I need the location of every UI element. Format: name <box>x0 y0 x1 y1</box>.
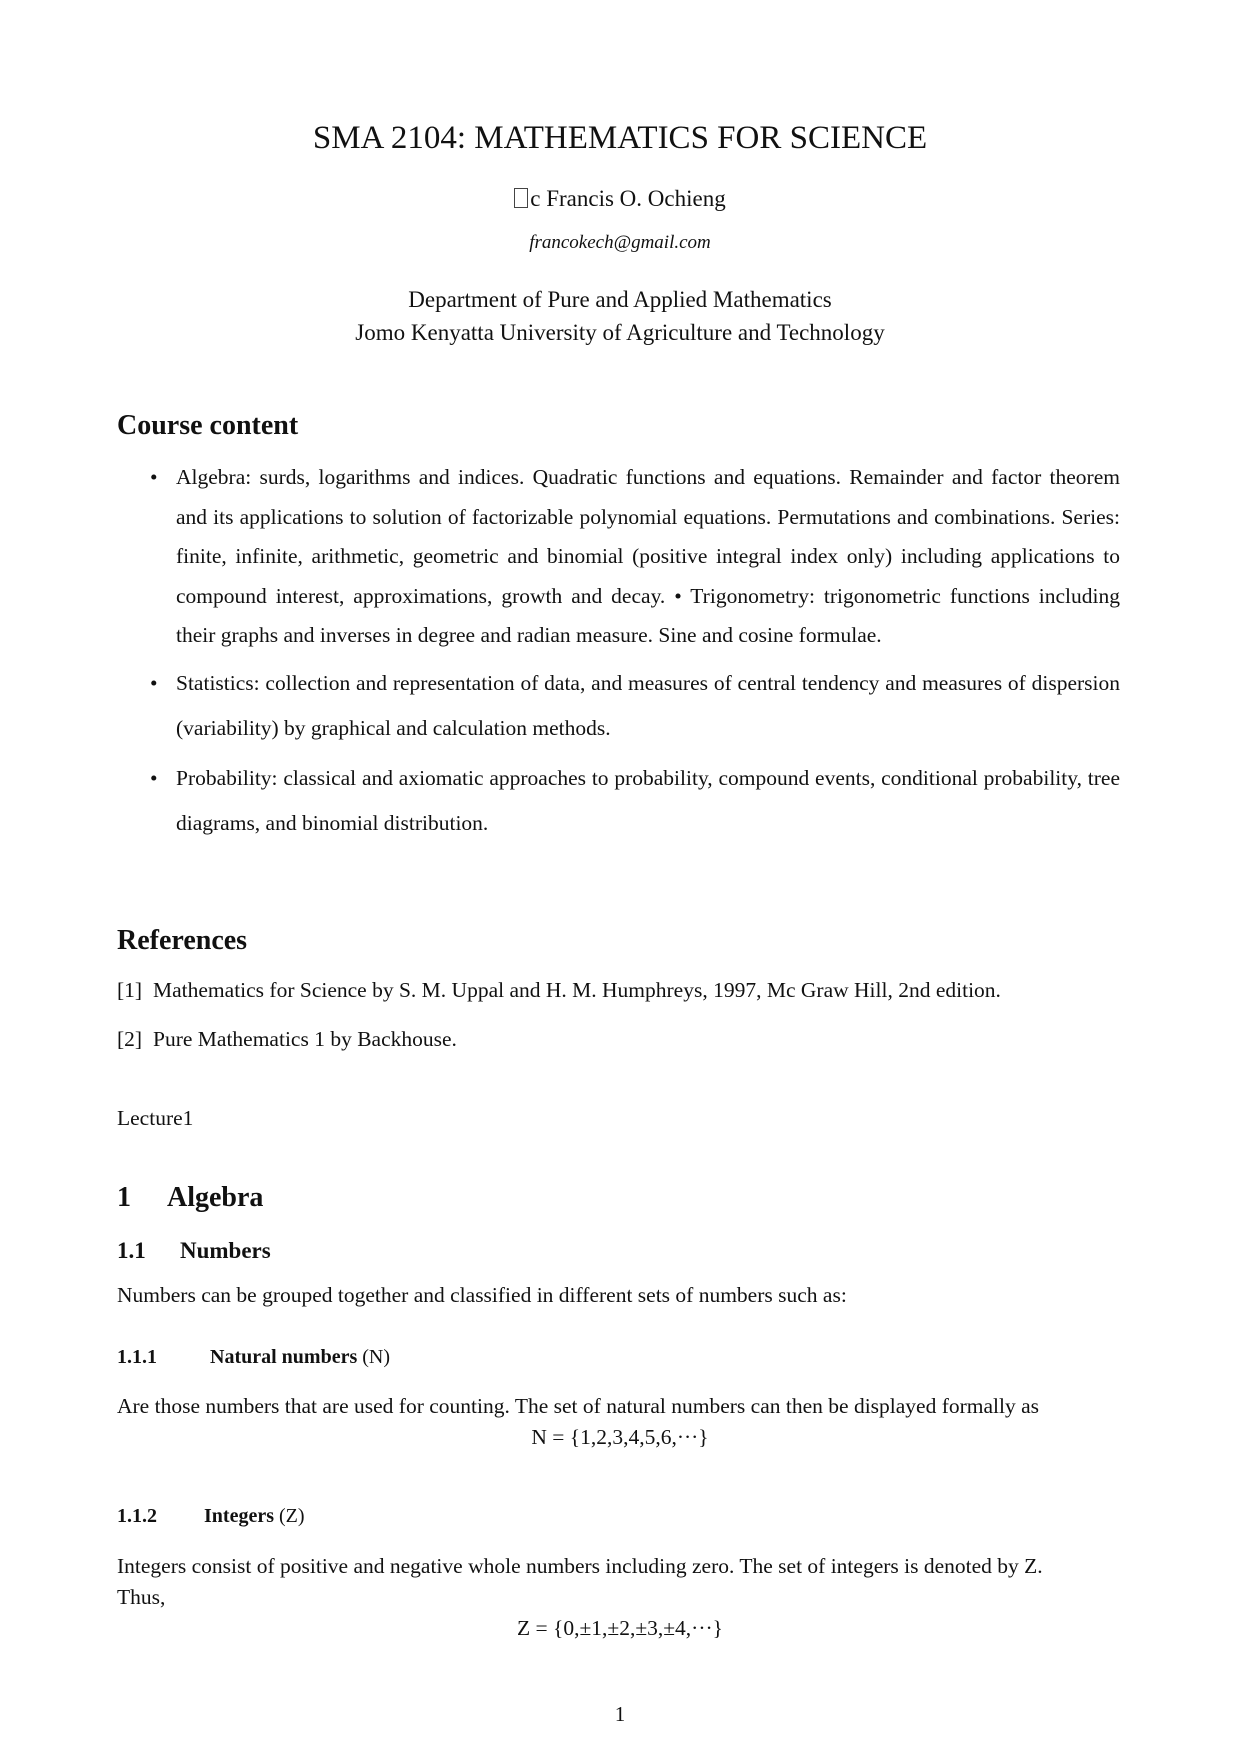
references-heading: References <box>117 925 248 956</box>
copyright-box-icon <box>514 188 528 208</box>
list-item-text: Statistics: collection and representation of data, and measures of central tendency and measures of dispersion (variability) by graphical and calculation methods. <box>176 670 1120 740</box>
author-line <box>0 186 1240 212</box>
subsubsection-number: 1.1.2 <box>117 1505 157 1527</box>
bullet-icon: • <box>150 465 158 489</box>
natural-numbers-text: Are those numbers that are used for counting. The set of natural numbers can then be displayed formally as <box>117 1394 1040 1418</box>
subsubsection-number: 1.1.1 <box>117 1346 157 1368</box>
list-item <box>150 458 1120 656</box>
bullet-icon: • <box>150 765 158 790</box>
reference-text: Pure Mathematics 1 by Backhouse. <box>153 1027 457 1051</box>
set-symbol: (Z) <box>278 1505 305 1527</box>
list-item <box>150 661 1120 751</box>
reference-item <box>117 1027 457 1052</box>
integers-text-line1: Integers consist of positive and negative whole numbers including zero. The set of integers is denoted by Z. <box>117 1554 1043 1578</box>
author-name: c Francis O. Ochieng <box>530 186 726 211</box>
document-title: SMA 2104: MATHEMATICS FOR SCIENCE <box>312 120 928 156</box>
list-item-text: Probability: classical and axiomatic approaches to probability, compound events, conditional probability, tree diagrams, and binomial distribution. <box>176 765 1120 835</box>
bullet-icon: • <box>150 670 158 695</box>
university: Jomo Kenyatta University of Agriculture and Technology <box>355 320 885 345</box>
subsubsection-heading <box>117 1505 305 1528</box>
subsubsection-heading <box>117 1346 390 1369</box>
integers-equation: Z = {0,±1,±2,±3,±4,···} <box>517 1616 723 1640</box>
reference-text: Mathematics for Science by S. M. Uppal and H. M. Humphreys, 1997, Mc Graw Hill, 2nd edition. <box>153 978 1001 1002</box>
subsection-title: Numbers <box>180 1238 271 1263</box>
lecture-label: Lecture1 <box>117 1106 194 1130</box>
reference-number: [2] <box>117 1027 143 1051</box>
section-number: 1 <box>117 1182 131 1213</box>
reference-number: [1] <box>117 978 143 1002</box>
list-item-text: Algebra: surds, logarithms and indices. Quadratic functions and equations. Remainder and factor theorem and its applications to solution of factorizable polynomial equations. Permutations and combinations. Series: finite, infinite, arithmetic, geometric and binomial (positive integral index only) including applications to compound interest, approximations, growth and decay. • Trigonometry: trigonometric functions including their graphs and inverses in degree and radian measure. Sine and cosine formulae. <box>176 465 1120 648</box>
course-content-list <box>150 458 1120 846</box>
subsubsection-title: Integers <box>204 1505 274 1527</box>
natural-numbers-equation: N = {1,2,3,4,5,6,···} <box>531 1425 709 1449</box>
course-content-heading: Course content <box>117 410 299 441</box>
page-number: 1 <box>614 1702 626 1726</box>
affiliation <box>0 283 1240 349</box>
list-item <box>150 756 1120 846</box>
department: Department of Pure and Applied Mathematics <box>408 287 832 312</box>
reference-item <box>117 978 1001 1003</box>
integers-text-line2: Thus, <box>117 1585 166 1609</box>
subsection-number: 1.1 <box>117 1238 146 1263</box>
subsubsection-title: Natural numbers <box>210 1346 358 1368</box>
section-title: Algebra <box>167 1182 264 1213</box>
numbers-intro: Numbers can be grouped together and classified in different sets of numbers such as: <box>117 1283 847 1307</box>
subsection-heading <box>117 1238 271 1264</box>
section-heading <box>117 1182 263 1214</box>
set-symbol: (N) <box>362 1346 390 1368</box>
author-email: francokech@gmail.com <box>529 232 711 253</box>
